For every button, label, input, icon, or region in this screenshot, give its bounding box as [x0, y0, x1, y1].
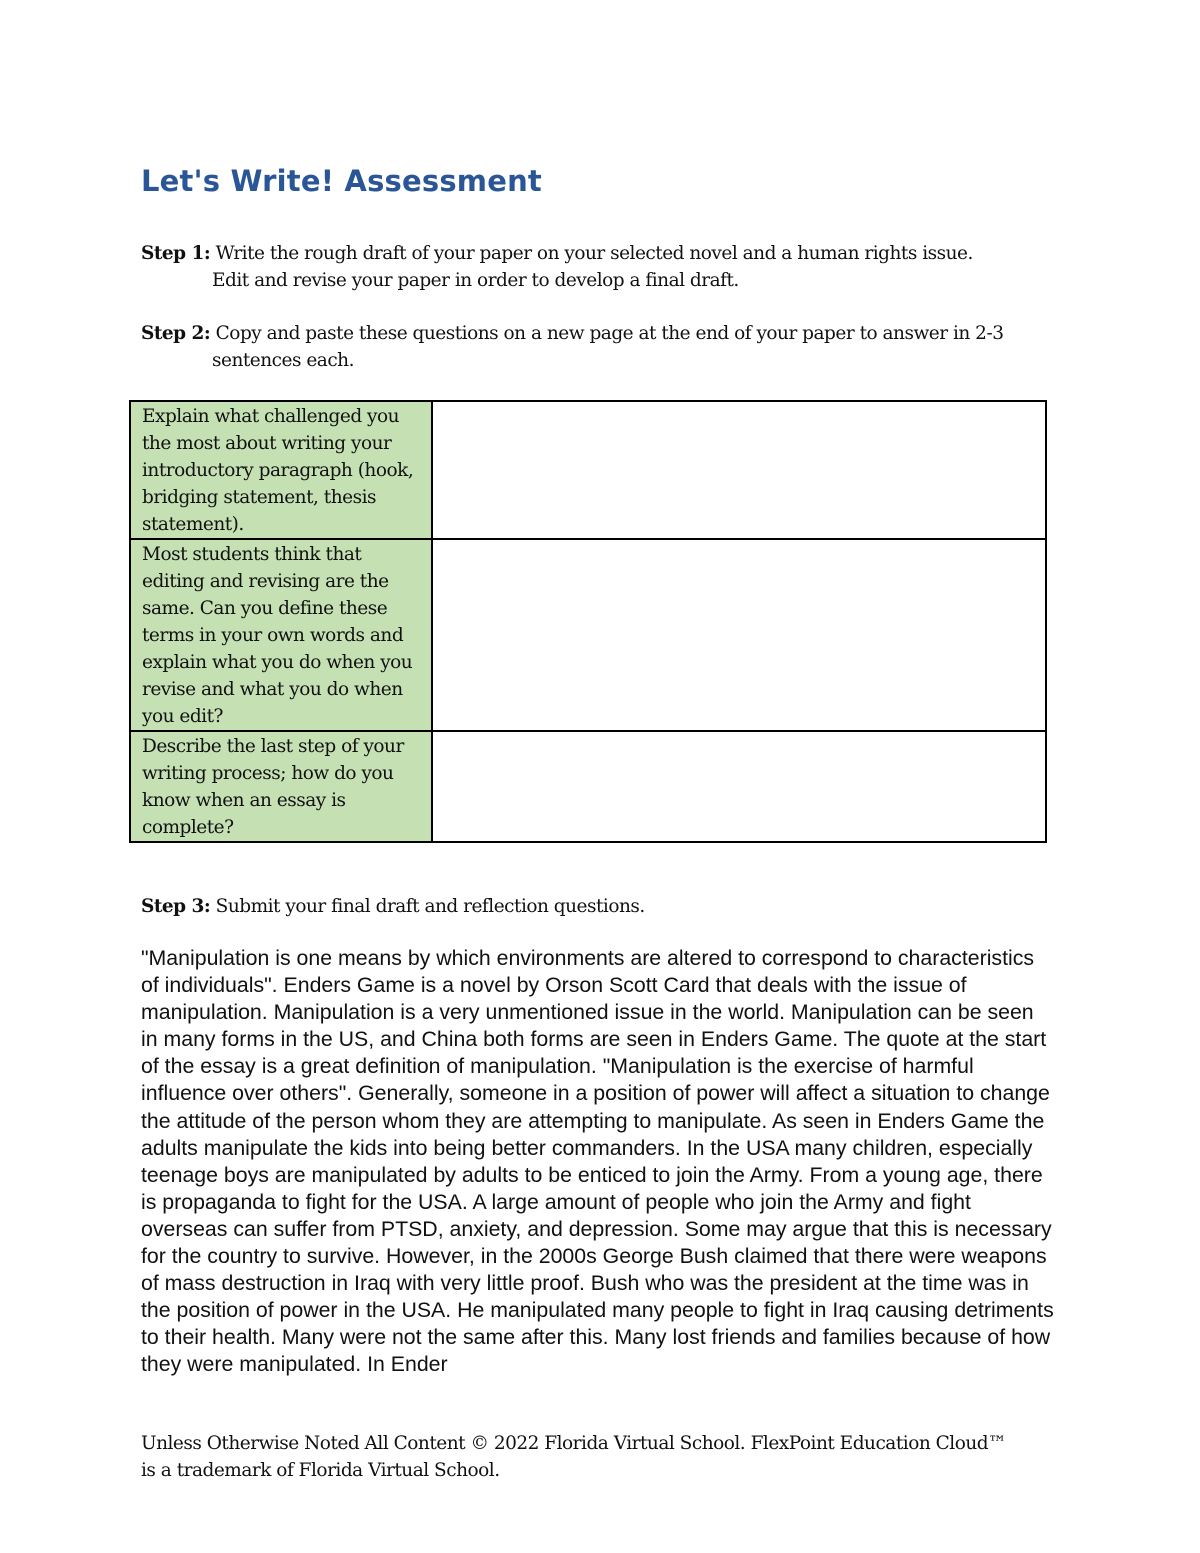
step-1-label: Step 1: [141, 243, 211, 264]
answer-cell-3[interactable] [432, 731, 1046, 842]
table-row [130, 401, 1046, 539]
step-3 [141, 893, 1061, 920]
step-3-label: Step 3: [141, 896, 211, 917]
reflection-questions-table [129, 400, 1047, 843]
question-cell-3: Describe the last step of your writing process; how do you know when an essay is complete? [130, 731, 432, 842]
step-2-label: Step 2: [141, 323, 211, 344]
table-row [130, 731, 1046, 842]
step-2 [141, 320, 1061, 374]
step-1-line-2: Edit and revise your paper in order to develop a final draft. [212, 270, 739, 291]
answer-cell-1[interactable] [432, 401, 1046, 539]
step-1 [141, 240, 1061, 294]
question-cell-2: Most students think that editing and revising are the same. Can you define these terms in your own words and explain what you do when you revise and what you do when you edit? [130, 539, 432, 731]
step-1-line-1: Write the rough draft of your paper on your selected novel and a human rights issue. [215, 243, 973, 264]
essay-body: "Manipulation is one means by which environments are altered to correspond to characteristics of individuals". Enders Game is a novel by Orson Scott Card that deals with the issue of manipulation. Manipulation is a very unmentioned issue in the world. Manipulation can be seen in many forms in the US, and China both forms are seen in Enders Game. The quote at the start of the essay is a great definition of manipulation. "Manipulation is the exercise of harmful influence over others". Generally, someone in a position of power will affect a situation to change the attitude of the person whom they are attempting to manipulate. As seen in Enders Game the adults manipulate the kids into being better commanders. In the USA many children, especially teenage boys are manipulated by adults to be enticed to join the Army. From a young age, there is propaganda to fight for the USA. A large amount of people who join the Army and fight overseas can suffer from PTSD, anxiety, and depression. Some may argue that this is necessary for the country to survive. However, in the 2000s George Bush claimed that there were weapons of mass destruction in Iraq with very little proof. Bush who was the president at the time was in the position of power in the USA. He manipulated many people to fight in Iraq causing detriments to their health. Many were not the same after this. Many lost friends and families because of how they were manipulated. In Ender [141, 946, 1054, 1377]
table-row [130, 539, 1046, 731]
page-title: Let's Write! Assessment [141, 164, 542, 198]
step-2-line-1: Copy and paste these questions on a new page at the end of your paper to answer in 2-3 [215, 323, 1004, 344]
step-2-line-2: sentences each. [212, 350, 354, 371]
answer-cell-2[interactable] [432, 539, 1046, 731]
copyright-footer: Unless Otherwise Noted All Content © 2022 Florida Virtual School. FlexPoint Education Cloud™ is a trademark of Florida Virtual School. [141, 1433, 1007, 1481]
question-cell-1: Explain what challenged you the most about writing your introductory paragraph (hook, bridging statement, thesis statement). [130, 401, 432, 539]
step-3-text: Submit your final draft and reflection questions. [215, 896, 645, 917]
